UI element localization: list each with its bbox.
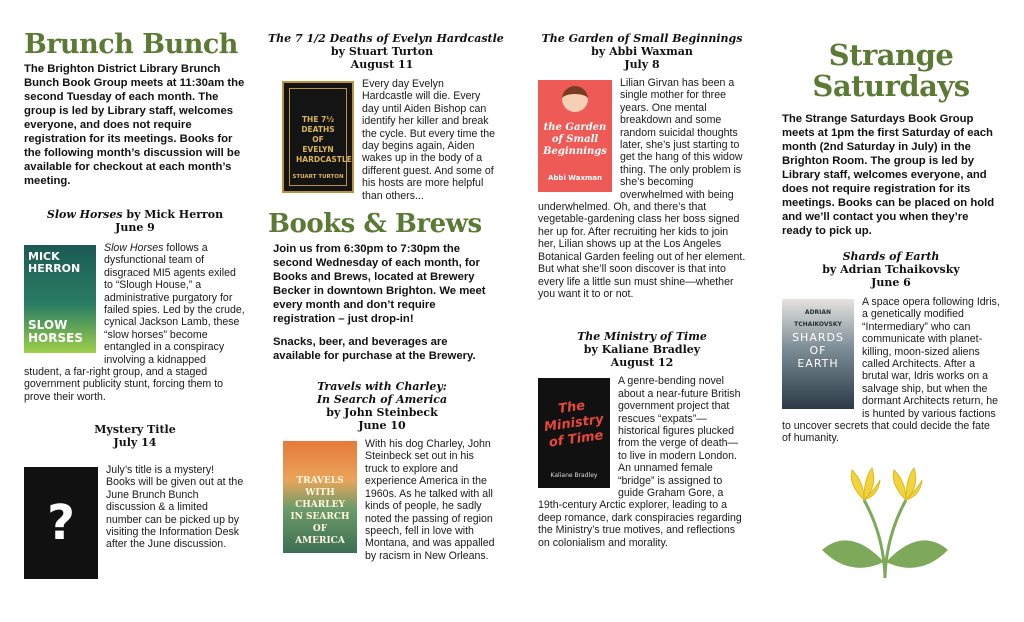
- strange-saturdays-column: [782, 0, 1000, 445]
- strange-saturdays-heading: [782, 40, 1000, 102]
- garden-desc-block: [538, 77, 746, 300]
- travels-entry: [268, 380, 496, 562]
- slow-horses-heading: [24, 208, 246, 221]
- ministry-desc-block: [538, 375, 746, 549]
- shards-entry: [782, 250, 1000, 445]
- slow-horses-cover: [24, 245, 96, 353]
- brunch-bunch-heading: Brunch Bunch: [24, 29, 238, 60]
- garden-cover-title: the Garden of Small Beginnings: [543, 122, 607, 157]
- shards-title: Shards of Earth: [842, 250, 940, 263]
- flower-petals: [851, 468, 922, 500]
- slow-horses-author: by Mick Herron: [126, 208, 224, 221]
- mystery-cover: [24, 467, 98, 579]
- slow-horses-cover-author: MICK HERRON: [28, 250, 81, 275]
- mystery-desc-block: [24, 464, 246, 551]
- evelyn-cover-author: STUART TURTON: [292, 173, 344, 180]
- books-brews-p2: Snacks, beer, and beverages are available for purchase at the Brewery.: [273, 336, 476, 363]
- column-three: [538, 0, 746, 549]
- garden-cover: [538, 80, 612, 192]
- garden-title: The Garden of Small Beginnings: [541, 32, 743, 45]
- travels-title-2: In Search of America: [316, 393, 448, 407]
- travels-cover: [283, 441, 357, 553]
- mystery-title-date: July 14: [113, 436, 157, 449]
- garden-desc: Lilian Girvan has been a single mother for three years. One mental breakdown and some random suicidal thoughts later, she’s just starting to get the hang of this widow thing. The only problem is she’s becoming overwhelmed with being underwhelmed. Oh, and there’s that vegetable-gardening class her boss signed her up for. After recruiting her kids to join her, Lilian shows up at the Los Angeles Botanical Garden feeling out of her element. But what she’ll soon discover is that into every life a little sun must shine—whether you want it to or not.: [538, 77, 746, 300]
- brunch-bunch-column: [24, 0, 246, 551]
- yellow-flower-icon: [820, 466, 950, 584]
- brunch-bunch-intro: The Brighton District Library Brunch Bunch Book Group meets at 11:30am the second Tuesday of each month. The group is led by Library staff, welcomes everyone, and does not require registration for its meetings. Books for the following month’s discussion will be available for checkout at each month’s meeting.: [24, 63, 245, 187]
- ministry-date: August 12: [610, 356, 674, 370]
- garden-date: July 8: [624, 58, 660, 71]
- shards-cover-title: SHARDS OF EARTH: [792, 331, 844, 370]
- slow-horses-date: June 9: [115, 221, 155, 234]
- shards-cover: [782, 299, 854, 409]
- shards-date: June 6: [871, 276, 911, 289]
- mystery-title-entry: [24, 423, 246, 581]
- slow-horses-entry: [24, 208, 246, 403]
- ministry-cover: [538, 378, 610, 488]
- slow-horses-cover-title: SLOW HORSES: [28, 318, 83, 345]
- ministry-author: by Kaliane Bradley: [583, 343, 701, 357]
- garden-entry: [538, 32, 746, 300]
- garden-cover-author: Abbi Waxman: [548, 173, 602, 182]
- garden-author: by Abbi Waxman: [591, 45, 693, 58]
- column-two: [268, 0, 504, 562]
- mystery-title-heading: Mystery Title: [94, 423, 176, 436]
- ministry-title: The Ministry of Time: [577, 330, 707, 344]
- slow-horses-desc-block: [24, 242, 246, 403]
- question-mark-icon: ?: [47, 494, 75, 551]
- books-brews-p1: Join us from 6:30pm to 7:30pm the second Wednesday of each month, for Books and Brews, located at Brewery Becker in downtown Brighton. We meet every month and don’t require registration – just drop-in!: [273, 243, 486, 326]
- mystery-desc: July’s title is a mystery! Books will be given out at the June Brunch Bunch discussion & a limited number can be picked up by visiting the Information Desk after the June discussion.: [106, 464, 244, 551]
- evelyn-cover: [282, 81, 354, 193]
- shards-cover-author: ADRIAN TCHAIKOVSKY: [794, 309, 842, 329]
- slow-horses-desc-title: Slow Horses: [104, 242, 164, 254]
- travels-date: June 10: [358, 419, 406, 433]
- ministry-desc: A genre-bending novel about a near-future British government project that rescues “expats”—historical figures plucked from the verge of death—to live in modern London. An unnamed female “bridge” is assigned to guide Graham Gore, a 19th-century Arctic explorer, leading to a deep romance, dark conspiracies regarding the Ministry’s true motives, and reflections on colonialism and morality.: [538, 375, 742, 549]
- shards-author: by Adrian Tchaikovsky: [822, 263, 960, 276]
- ministry-cover-title: The Ministry of Time: [543, 398, 605, 451]
- evelyn-author: by Stuart Turton: [330, 45, 434, 58]
- ministry-cover-author: Kaliane Bradley: [550, 471, 598, 479]
- slow-horses-desc: follows a dysfunctional team of disgraced MI5 agents exiled to “Slough House,” a administrative purgatory for failed spies. Led by the crude, cynical Jackson Lamb, these “slow horses” become entangled in a conspiracy involving a kidnapped student, a far-right group, and a staged government publicity stunt, forcing them to prove their worth.: [24, 242, 245, 403]
- shards-desc-block: [782, 296, 1000, 445]
- shards-desc: A space opera following Idris, a genetically modified “Intermediary” who can communicate with planet-killing, moon-sized aliens called Architects. After a brutal war, Idris works on a salvage ship, but when the dormant Architects return, he is hunted by various factions to uncover secrets that could decide the fate of humanity.: [782, 296, 1000, 445]
- slow-horses-title: Slow Horses: [46, 208, 123, 221]
- strange-saturdays-intro: The Strange Saturdays Book Group meets at 1pm the first Saturday of each month (2nd Saturday in July) in the Brighton Room. The group is led by Library staff, welcomes everyone, and does not require registration for its meetings. Books can be placed on hold and we’ll contact you when they’re ready to pick up.: [782, 113, 995, 237]
- evelyn-entry: [268, 32, 504, 202]
- ministry-entry: [538, 330, 746, 549]
- evelyn-cover-title: THE 7½ DEATHS OF EVELYN HARDCASTLE: [296, 115, 352, 164]
- evelyn-desc: Every day Evelyn Hardcastle will die. Every day until Aiden Bishop can identify her killer and break the cycle. But every time the day begins again, Aiden wakes up in the body of a different guest. And some of his hosts are more helpful than others...: [362, 78, 496, 202]
- strange-heading-line-1: Strange: [828, 38, 954, 72]
- travels-cover-title: TRAVELS WITH CHARLEY IN SEARCH OF AMERICA: [290, 476, 350, 547]
- strange-heading-line-2: Saturdays: [812, 69, 970, 103]
- evelyn-date: August 11: [350, 58, 414, 71]
- evelyn-desc-block: [268, 78, 496, 202]
- evelyn-title: The 7 1/2 Deaths of Evelyn Hardcastle: [268, 32, 504, 45]
- garden-cover-face: [562, 86, 588, 112]
- travels-author: by John Steinbeck: [326, 406, 438, 420]
- travels-title-1: Travels with Charley:: [317, 380, 447, 394]
- books-brews-heading: Books & Brews: [268, 209, 482, 240]
- travels-desc: With his dog Charley, John Steinbeck set out in his truck to explore and experience America in the 1960s. As he talked with all kinds of people, he sadly noted the passing of region speech, fell in love with Montana, and was appalled by racism in New Orleans.: [365, 438, 495, 562]
- travels-desc-block: [268, 438, 496, 562]
